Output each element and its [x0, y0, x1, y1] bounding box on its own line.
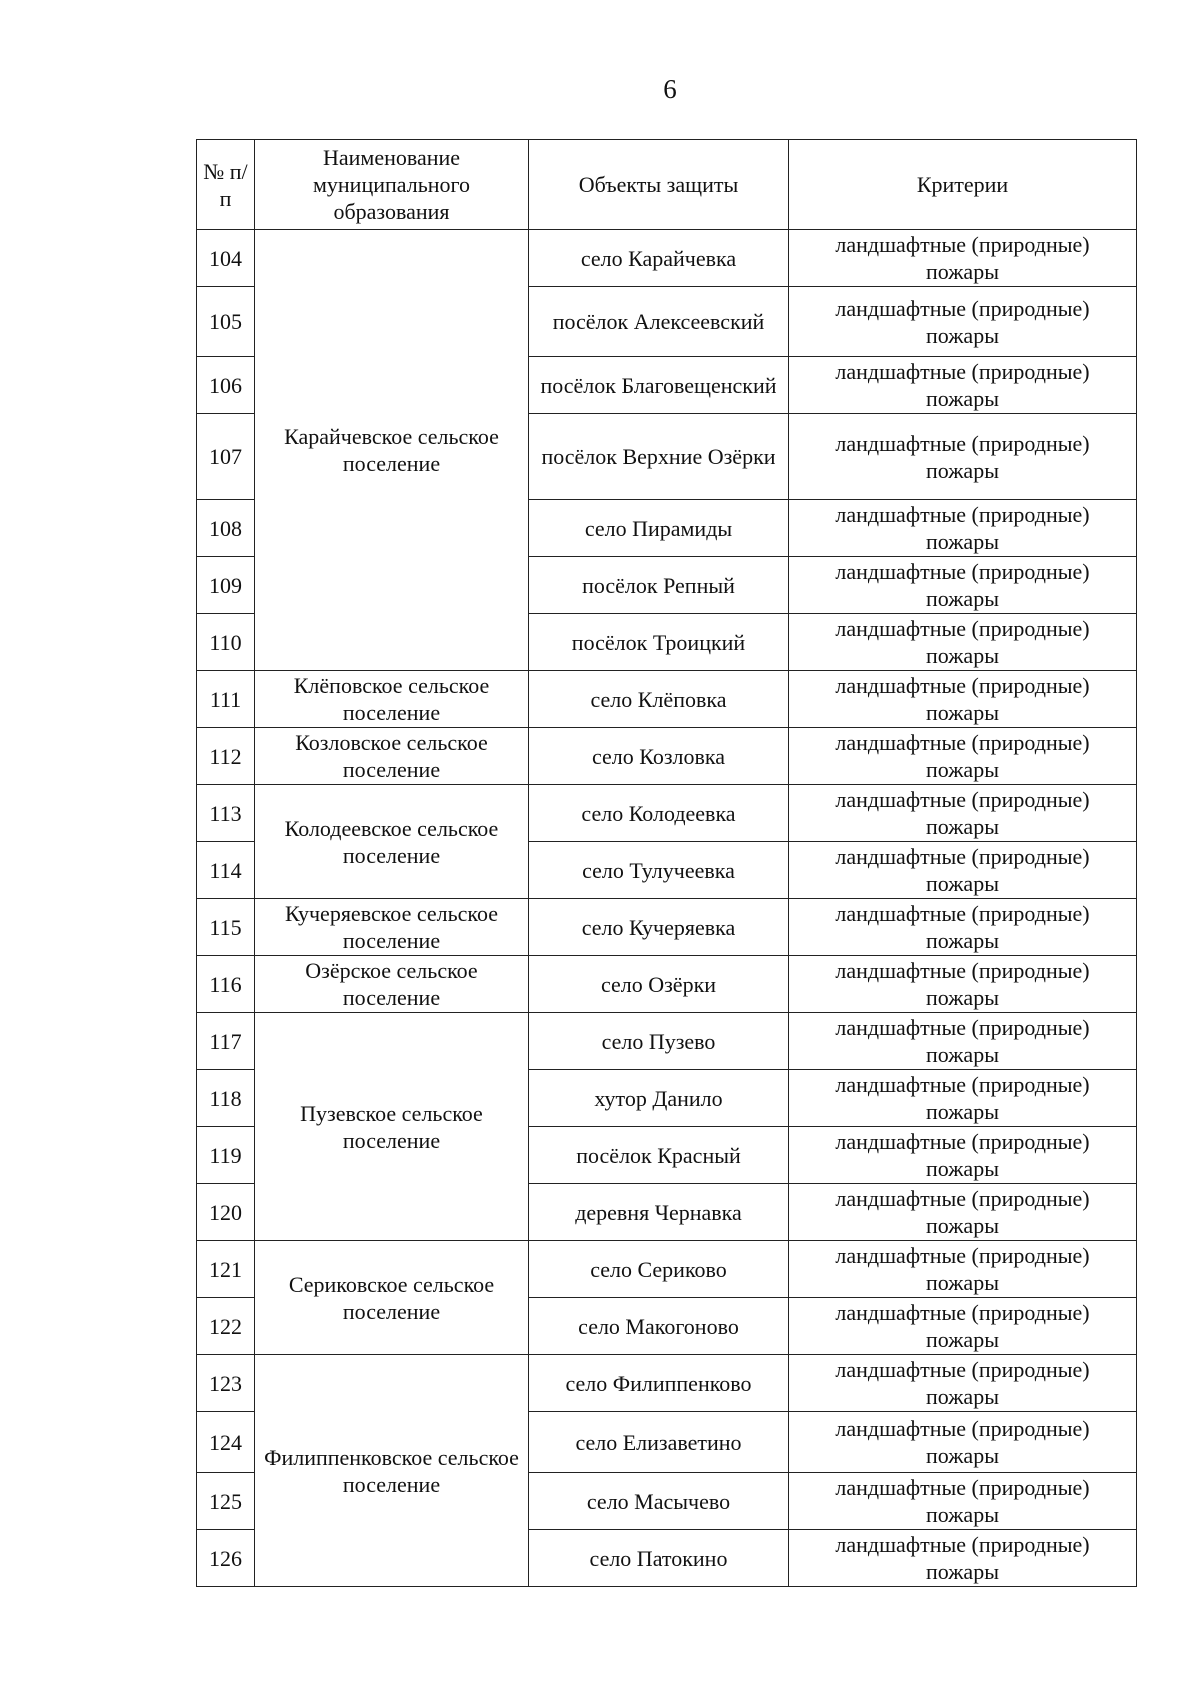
header-municipality: Наименование муниципального образования: [255, 140, 529, 230]
row-number: 114: [197, 842, 255, 899]
criteria-line2: пожары: [926, 871, 999, 896]
row-number: 122: [197, 1298, 255, 1355]
criteria-line2: пожары: [926, 1384, 999, 1409]
object-cell: посёлок Троицкий: [529, 614, 789, 671]
criteria-line1: ландшафтные (природные): [835, 901, 1090, 926]
criteria-line1: ландшафтные (природные): [835, 616, 1090, 641]
row-number: 104: [197, 230, 255, 287]
table-row: [197, 956, 1137, 1013]
row-number: 118: [197, 1070, 255, 1127]
criteria-cell: [789, 414, 1137, 500]
object-cell: село Тулучеевка: [529, 842, 789, 899]
object-cell: село Пузево: [529, 1013, 789, 1070]
object-cell: село Козловка: [529, 728, 789, 785]
row-number: 112: [197, 728, 255, 785]
row-number: 120: [197, 1184, 255, 1241]
criteria-cell: [789, 956, 1137, 1013]
criteria-line1: ландшафтные (природные): [835, 1129, 1090, 1154]
criteria-line1: ландшафтные (природные): [835, 1416, 1090, 1441]
table-header-row: [197, 140, 1137, 230]
criteria-line1: ландшафтные (природные): [835, 844, 1090, 869]
criteria-cell: [789, 1070, 1137, 1127]
object-cell: посёлок Красный: [529, 1127, 789, 1184]
object-cell: село Елизаветино: [529, 1412, 789, 1473]
row-number: 116: [197, 956, 255, 1013]
object-cell: село Озёрки: [529, 956, 789, 1013]
row-number: 115: [197, 899, 255, 956]
criteria-line2: пожары: [926, 1443, 999, 1468]
criteria-line1: ландшафтные (природные): [835, 502, 1090, 527]
criteria-line2: пожары: [926, 1502, 999, 1527]
row-number: 123: [197, 1355, 255, 1412]
object-cell: хутор Данило: [529, 1070, 789, 1127]
object-cell: посёлок Благовещенский: [529, 357, 789, 414]
criteria-cell: [789, 1298, 1137, 1355]
criteria-line2: пожары: [926, 586, 999, 611]
criteria-cell: [789, 614, 1137, 671]
object-cell: село Филиппенково: [529, 1355, 789, 1412]
municipality-cell: Пузевское сельское поселение: [255, 1013, 529, 1241]
object-cell: село Макогоново: [529, 1298, 789, 1355]
object-cell: село Сериково: [529, 1241, 789, 1298]
criteria-line1: ландшафтные (природные): [835, 673, 1090, 698]
criteria-line1: ландшафтные (природные): [835, 1532, 1090, 1557]
criteria-line1: ландшафтные (природные): [835, 1186, 1090, 1211]
row-number: 119: [197, 1127, 255, 1184]
table-row: [197, 1355, 1137, 1412]
criteria-line1: ландшафтные (природные): [835, 295, 1090, 321]
municipality-cell: Карайчевское сельское поселение: [255, 230, 529, 671]
row-number: 124: [197, 1412, 255, 1473]
row-number: 121: [197, 1241, 255, 1298]
criteria-line2: пожары: [926, 1327, 999, 1352]
row-number: 109: [197, 557, 255, 614]
criteria-line1: ландшафтные (природные): [835, 430, 1090, 456]
object-cell: село Пирамиды: [529, 500, 789, 557]
header-objects: Объекты защиты: [529, 140, 789, 230]
object-cell: посёлок Репный: [529, 557, 789, 614]
table-row: [197, 1013, 1137, 1070]
row-number: 111: [197, 671, 255, 728]
criteria-line1: ландшафтные (природные): [835, 1357, 1090, 1382]
criteria-line2: пожары: [926, 814, 999, 839]
criteria-line2: пожары: [926, 1156, 999, 1181]
municipality-cell: Колодеевское сельское поселение: [255, 785, 529, 899]
criteria-cell: [789, 500, 1137, 557]
criteria-cell: [789, 1412, 1137, 1473]
criteria-cell: [789, 1241, 1137, 1298]
criteria-cell: [789, 230, 1137, 287]
criteria-cell: [789, 899, 1137, 956]
criteria-cell: [789, 357, 1137, 414]
criteria-line1: ландшафтные (природные): [835, 1015, 1090, 1040]
criteria-line2: пожары: [926, 700, 999, 725]
object-cell: деревня Чернавка: [529, 1184, 789, 1241]
criteria-line1: ландшафтные (природные): [835, 958, 1090, 983]
municipality-cell: Клёповское сельское поселение: [255, 671, 529, 728]
criteria-cell: [789, 1355, 1137, 1412]
criteria-line2: пожары: [926, 1042, 999, 1067]
criteria-line2: пожары: [926, 757, 999, 782]
criteria-cell: [789, 287, 1137, 357]
protection-objects-table: [196, 139, 1137, 1587]
criteria-cell: [789, 1530, 1137, 1587]
criteria-line1: ландшафтные (природные): [835, 730, 1090, 755]
row-number: 113: [197, 785, 255, 842]
row-number: 107: [197, 414, 255, 500]
table-row: [197, 785, 1137, 842]
municipality-cell: Кучеряевское сельское поселение: [255, 899, 529, 956]
object-cell: село Кучеряевка: [529, 899, 789, 956]
table-row: [197, 671, 1137, 728]
table-row: [197, 728, 1137, 785]
row-number: 105: [197, 287, 255, 357]
criteria-line1: ландшафтные (природные): [835, 359, 1090, 384]
criteria-line2: пожары: [926, 457, 999, 483]
row-number: 110: [197, 614, 255, 671]
criteria-line2: пожары: [926, 1099, 999, 1124]
criteria-line2: пожары: [926, 1213, 999, 1238]
header-num: № п/п: [197, 140, 255, 230]
criteria-line1: ландшафтные (природные): [835, 1475, 1090, 1500]
object-cell: посёлок Алексеевский: [529, 287, 789, 357]
object-cell: село Карайчевка: [529, 230, 789, 287]
criteria-line2: пожары: [926, 322, 999, 348]
row-number: 126: [197, 1530, 255, 1587]
criteria-line1: ландшафтные (природные): [835, 787, 1090, 812]
municipality-cell: Сериковское сельское поселение: [255, 1241, 529, 1355]
criteria-line1: ландшафтные (природные): [835, 1072, 1090, 1097]
criteria-cell: [789, 1473, 1137, 1530]
criteria-line2: пожары: [926, 1270, 999, 1295]
criteria-cell: [789, 1013, 1137, 1070]
criteria-cell: [789, 557, 1137, 614]
header-criteria: Критерии: [789, 140, 1137, 230]
row-number: 106: [197, 357, 255, 414]
criteria-line1: ландшафтные (природные): [835, 1243, 1090, 1268]
criteria-line2: пожары: [926, 259, 999, 284]
criteria-line1: ландшафтные (природные): [835, 559, 1090, 584]
municipality-cell: Озёрское сельское поселение: [255, 956, 529, 1013]
table-row: [197, 230, 1137, 287]
criteria-cell: [789, 1184, 1137, 1241]
criteria-line2: пожары: [926, 643, 999, 668]
object-cell: село Колодеевка: [529, 785, 789, 842]
table-row: [197, 899, 1137, 956]
criteria-line1: ландшафтные (природные): [835, 232, 1090, 257]
row-number: 125: [197, 1473, 255, 1530]
municipality-cell: Филиппенковское сельское поселение: [255, 1355, 529, 1587]
criteria-cell: [789, 842, 1137, 899]
criteria-cell: [789, 671, 1137, 728]
row-number: 108: [197, 500, 255, 557]
criteria-line2: пожары: [926, 985, 999, 1010]
criteria-line2: пожары: [926, 386, 999, 411]
criteria-cell: [789, 728, 1137, 785]
criteria-line2: пожары: [926, 928, 999, 953]
criteria-line2: пожары: [926, 529, 999, 554]
object-cell: село Клёповка: [529, 671, 789, 728]
municipality-cell: Козловское сельское поселение: [255, 728, 529, 785]
object-cell: посёлок Верхние Озёрки: [529, 414, 789, 500]
page-number: 6: [663, 74, 677, 104]
object-cell: село Масычево: [529, 1473, 789, 1530]
table-row: [197, 1241, 1137, 1298]
criteria-cell: [789, 785, 1137, 842]
criteria-cell: [789, 1127, 1137, 1184]
criteria-line1: ландшафтные (природные): [835, 1300, 1090, 1325]
object-cell: село Патокино: [529, 1530, 789, 1587]
criteria-line2: пожары: [926, 1559, 999, 1584]
row-number: 117: [197, 1013, 255, 1070]
